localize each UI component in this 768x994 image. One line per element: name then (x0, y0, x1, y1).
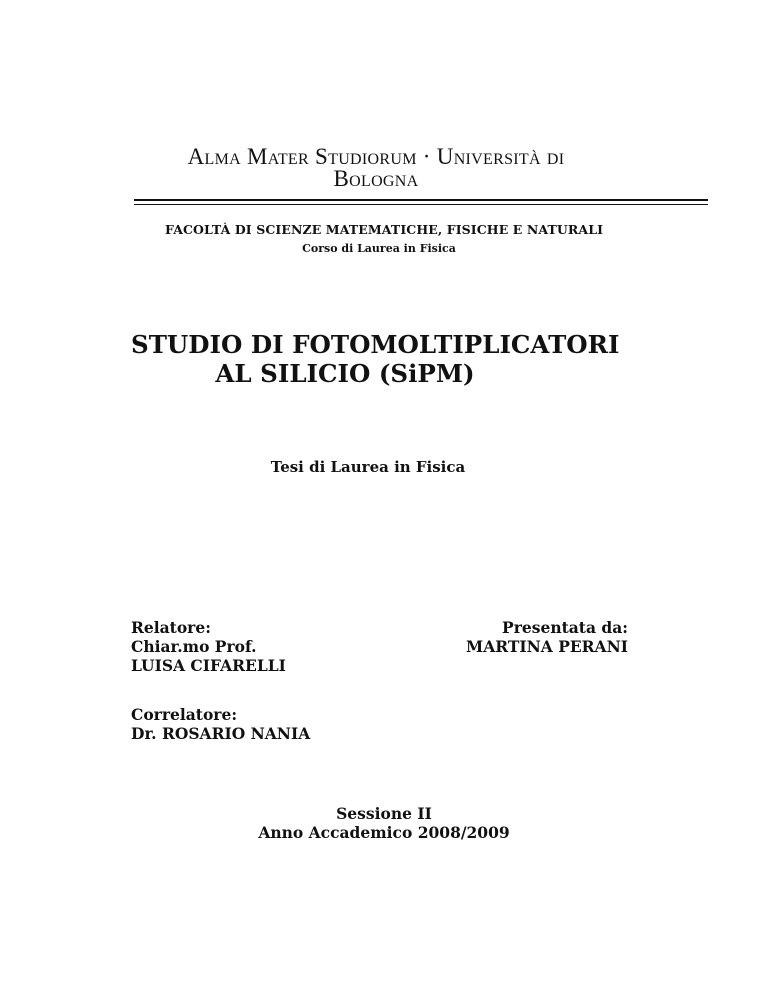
presentata-name: MARTINA PERANI (466, 637, 628, 656)
relatore-title: Chiar.mo Prof. (131, 637, 257, 656)
correlatore-name: Dr. ROSARIO NANIA (131, 724, 311, 743)
university-name-line2: Bologna (333, 166, 419, 191)
presentata-block (466, 618, 628, 656)
course-name: Corso di Laurea in Fisica (302, 242, 456, 255)
academic-year: Anno Accademico 2008/2009 (258, 823, 510, 842)
presentata-label: Presentata da: (502, 618, 628, 637)
thesis-title-line1: STUDIO DI FOTOMOLTIPLICATORI (131, 330, 620, 359)
session-block (0, 804, 768, 842)
relatore-name: LUISA CIFARELLI (131, 656, 286, 675)
relatore-block (131, 618, 286, 675)
header-divider-thick (134, 199, 708, 201)
thesis-title-line2: AL SILICIO (SiPM) (215, 359, 475, 388)
correlatore-label: Correlatore: (131, 705, 238, 724)
session-label: Sessione II (336, 804, 432, 823)
relatore-label: Relatore: (131, 618, 211, 637)
correlatore-block (131, 705, 310, 743)
header-divider-thin (134, 204, 708, 205)
thesis-type: Tesi di Laurea in Fisica (270, 458, 466, 476)
university-name-line1: Alma Mater Studiorum · Università di (187, 144, 565, 169)
faculty-name: FACOLTÀ DI SCIENZE MATEMATICHE, FISICHE E NATURALI (164, 222, 604, 237)
